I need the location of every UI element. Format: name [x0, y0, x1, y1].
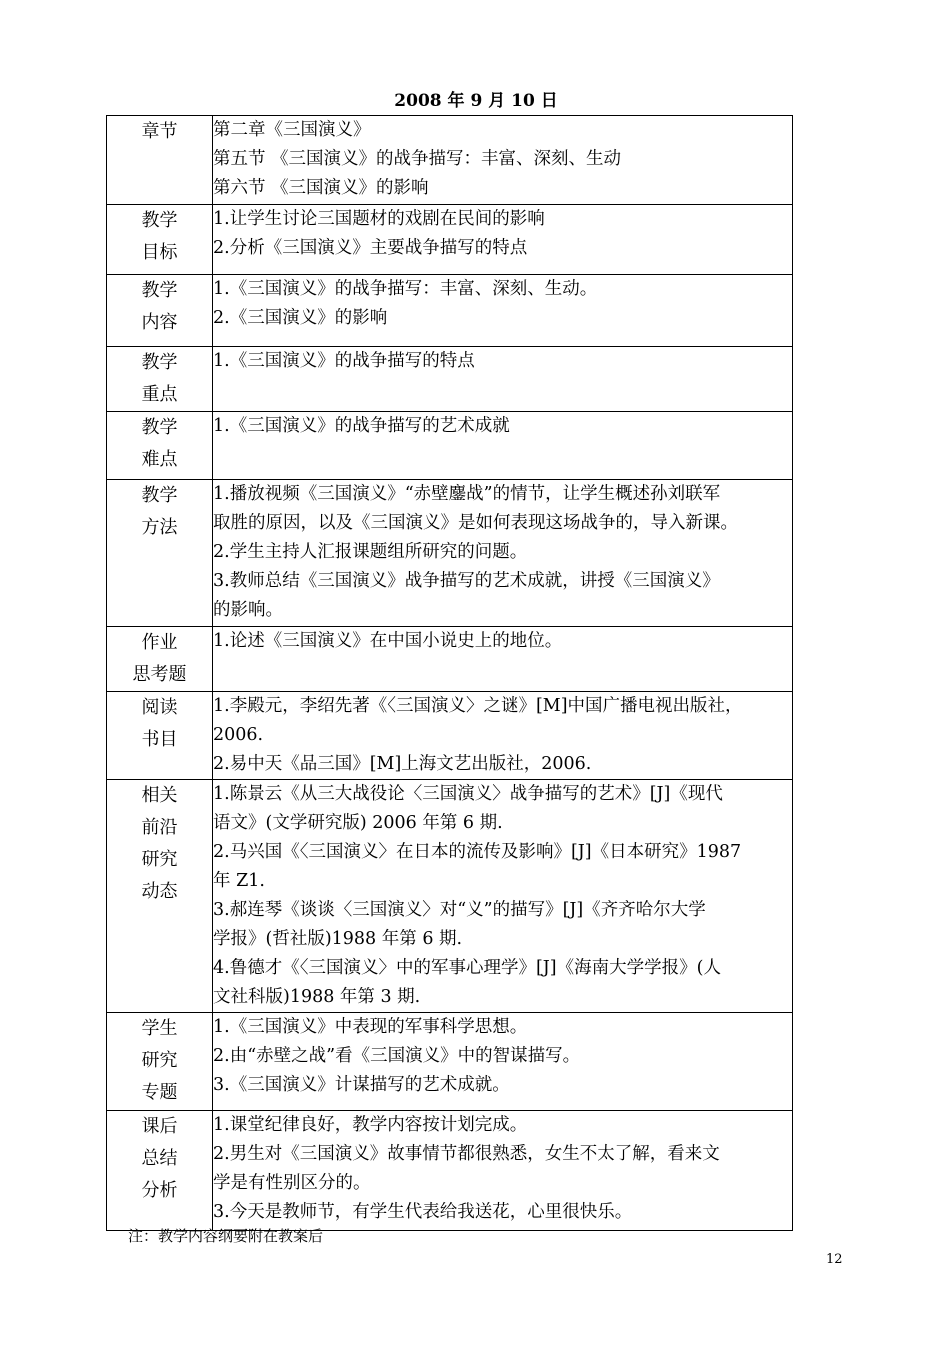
row-label: 学生 研究 专题 [107, 1013, 213, 1111]
row-label: 教学 方法 [107, 480, 213, 627]
footnote: 注：教学内容纲要附在教案后 [128, 1227, 324, 1245]
page-number: 12 [826, 1252, 843, 1267]
row-label: 教学 内容 [107, 275, 213, 347]
table-row [107, 275, 793, 347]
row-content: 1.播放视频《三国演义》“赤壁鏖战”的情节，让学生概述孙刘联军 取胜的原因，以及《三国演义》是如何表现这场战争的，导入新课。 2.学生主持人汇报课题组所研究的问题。 3.教师总结《三国演义》战争描写的艺术成就，讲授《三国演义》 的影响。 [213, 480, 793, 627]
row-label: 章节 [107, 116, 213, 205]
table-row [107, 1111, 793, 1231]
table-row [107, 780, 793, 1013]
lesson-date: 2008 年 9 月 10 日 [394, 91, 558, 111]
lesson-plan-table [106, 115, 793, 1231]
row-label: 教学 重点 [107, 347, 213, 412]
row-content: 1.课堂纪律良好，教学内容按计划完成。 2.男生对《三国演义》故事情节都很熟悉，女生不太了解，看来文 学是有性别区分的。 3.今天是教师节，有学生代表给我送花，心里很快乐。 [213, 1111, 793, 1231]
row-label: 阅读 书目 [107, 692, 213, 780]
table-row [107, 1013, 793, 1111]
row-content: 1.《三国演义》中表现的军事科学思想。 2.由“赤壁之战”看《三国演义》中的智谋描写。 3.《三国演义》计谋描写的艺术成就。 [213, 1013, 793, 1111]
row-content: 1.陈景云《从三大战役论〈三国演义〉战争描写的艺术》[J]《现代 语文》(文学研究版) 2006 年第 6 期. 2.马兴国《〈三国演义〉在日本的流传及影响》[J]《日本研究》1987 年 Z1. 3.郝连琴《谈谈〈三国演义〉对“义”的描写》[J]《齐齐哈尔大学 学报》(哲社版)1988 年第 6 期. 4.鲁德才《〈三国演义〉中的军事心理学》[J]《海南大学学报》(人 文社科版)1988 年第 3 期. [213, 780, 793, 1013]
table-row [107, 205, 793, 275]
row-label: 作业 思考题 [107, 627, 213, 692]
table-row [107, 116, 793, 205]
row-content: 1.论述《三国演义》在中国小说史上的地位。 [213, 627, 793, 692]
table-row [107, 347, 793, 412]
row-content: 1.《三国演义》的战争描写的特点 [213, 347, 793, 412]
row-label: 相关 前沿 研究 动态 [107, 780, 213, 1013]
row-content: 1.《三国演义》的战争描写的艺术成就 [213, 412, 793, 480]
table-row [107, 412, 793, 480]
row-label: 教学 难点 [107, 412, 213, 480]
table-row [107, 627, 793, 692]
table-row [107, 480, 793, 627]
table-row [107, 692, 793, 780]
row-content: 1.让学生讨论三国题材的戏剧在民间的影响 2.分析《三国演义》主要战争描写的特点 [213, 205, 793, 275]
row-content: 1.李殿元，李绍先著《〈三国演义〉之谜》[M]中国广播电视出版社， 2006. 2.易中天《品三国》[M]上海文艺出版社，2006. [213, 692, 793, 780]
row-content: 第二章《三国演义》 第五节 《三国演义》的战争描写：丰富、深刻、生动 第六节 《三国演义》的影响 [213, 116, 793, 205]
row-content: 1.《三国演义》的战争描写：丰富、深刻、生动。 2.《三国演义》的影响 [213, 275, 793, 347]
row-label: 教学 目标 [107, 205, 213, 275]
row-label: 课后 总结 分析 [107, 1111, 213, 1231]
